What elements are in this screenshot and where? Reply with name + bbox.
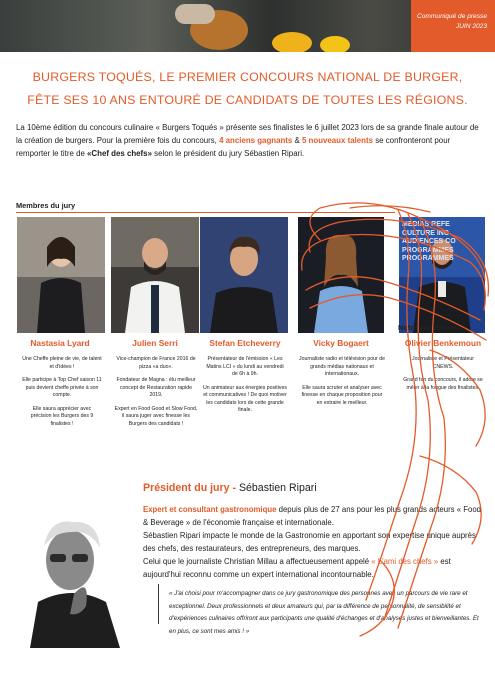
quote-bar: [158, 584, 159, 624]
headline: [0, 66, 495, 112]
president-photo: [10, 506, 134, 648]
member-desc-line: Présentateur de l'émission « Les Matins LCI » du lundi au vendredi de 6h à 9h.: [206, 356, 284, 377]
president-title: Président du jury -: [143, 482, 239, 494]
decorative-scribble: [280, 200, 495, 640]
president-bio-2: Sébastien Ripari impacte le monde de la Gastronomie en apportant son expertise unique auprès des chefs, des restaurateurs, des entrepreneurs, des marques.: [143, 531, 476, 553]
presenter-label: Notre présentateur :: [398, 323, 469, 332]
member-name: Julien Serri: [132, 338, 178, 348]
headline-line-2: FÊTE SES 10 ANS ENTOURÉ DE CANDIDATS DE TOUTES LES RÉGIONS.: [27, 93, 468, 107]
member-name: Vicky Bogaert: [313, 338, 369, 348]
member-desc-line: Fondateur de Magna : élu meilleur concept de Restauration rapide 2019.: [116, 377, 196, 398]
member-desc-line: Vice-champion de France 2016 de pizza «a duo».: [116, 356, 196, 370]
intro-chef-title: «Chef des chefs»: [87, 149, 152, 158]
president-expertise: Expert et consultant gastronomique: [143, 505, 277, 514]
member-description: [203, 356, 287, 421]
press-badge: [411, 0, 495, 52]
intro-text-1: La 10ème édition du concours culinaire « Burgers Toqués » présente ses finalistes le 6 juillet 2023 lors de sa grande finale autour de la création de burgers. Pour la première fois du concours,: [16, 123, 479, 145]
member-name: Stefan Etcheverry: [209, 338, 281, 348]
member-desc-line: Une Cheffe pleine de vie, de talent et d'idées !: [22, 356, 102, 370]
member-name: Nastasia Lyard: [30, 338, 90, 348]
member-desc-line: Expert en Food Good et Slow Food, il saura juger avec finesse les Burgers des candidats !: [114, 405, 198, 427]
member-description: [114, 356, 198, 434]
member-description: [22, 356, 102, 434]
member-photo-julien: [111, 217, 199, 333]
member-desc-line: Journaliste et Présentateur CNEWS.: [412, 356, 474, 370]
member-photo-nastasia: [17, 217, 105, 333]
badge-date: JUIN 2023: [455, 22, 487, 30]
screen-text: MEDIAS REFE CULTURE INC AUDIENCES CO PROGRAMMES PROGRAMMES: [402, 221, 456, 262]
president-bio-3-start: Celui que le journaliste Christian Millau a affectueusement appelé: [143, 557, 372, 566]
intro-highlight-winners: 4 anciens gagnants: [219, 136, 293, 145]
member-photo-stefan: [200, 217, 288, 333]
member-desc-line: Un animateur aux énergies positives et communicatives ! De quoi motiver les candidats lors de cette grande finale.: [203, 384, 287, 413]
member-desc-line: Grand fan du concours, il adore se mêler à la fougue des finalistes.: [403, 377, 483, 391]
intro-text-3: se confronteront pour remporter le titre de: [16, 136, 451, 158]
intro-highlight-talents: 5 nouveaux talents: [301, 136, 374, 145]
member-desc-line: Elle participe à Top Chef saison 11 puis devient cheffe privée à son compte.: [22, 377, 102, 398]
president-name: Sébastien Ripari: [238, 482, 317, 494]
member-desc-line: Elle saura scruter et analyser avec finesse en chaque proposition pour en extraire le meilleur.: [301, 384, 383, 406]
intro-text-2: &: [292, 136, 302, 145]
intro-paragraph: [16, 121, 484, 160]
intro-text-4: selon le président du jury Sébastien Ripari.: [151, 149, 305, 158]
president-nickname: « L'ami des chefs »: [371, 557, 439, 566]
member-desc-line: Journaliste radio et télévision pour de grands médias nationaux et internationaux.: [299, 356, 385, 377]
jury-title: Membres du jury: [16, 201, 76, 210]
president-bio-1-rest: depuis plus de 27 ans pour les plus grands acteurs « Food & Beverage » de l'économie française et internationale.: [143, 505, 482, 527]
president-quote: « J'ai choisi pour m'accompagner dans ce jury gastronomique des personnes avec un parcours de vie rare et exceptionnel. Deux professionnels et deux amateurs qui, par la différence de personnalité, de sensibilité et d'expériences culinaires offriront aux participants une qualité d'échanges et d'analyses justes et bienveillantes. Et en plus, ce sont mes amis ! »: [169, 590, 479, 635]
headline-line-1: BURGERS TOQUÉS, LE PREMIER CONCOURS NATIONAL DE BURGER,: [32, 70, 463, 84]
president-bio-3-end: est aujourd'hui reconnu comme un expert international incontournable.: [143, 557, 451, 579]
member-desc-line: Elle saura apprécier avec précision les Burgers des 9 finalistes !: [30, 405, 94, 427]
badge-label: Communiqué de presse: [416, 13, 487, 20]
member-name: Olivier Benkemoun: [404, 338, 482, 348]
